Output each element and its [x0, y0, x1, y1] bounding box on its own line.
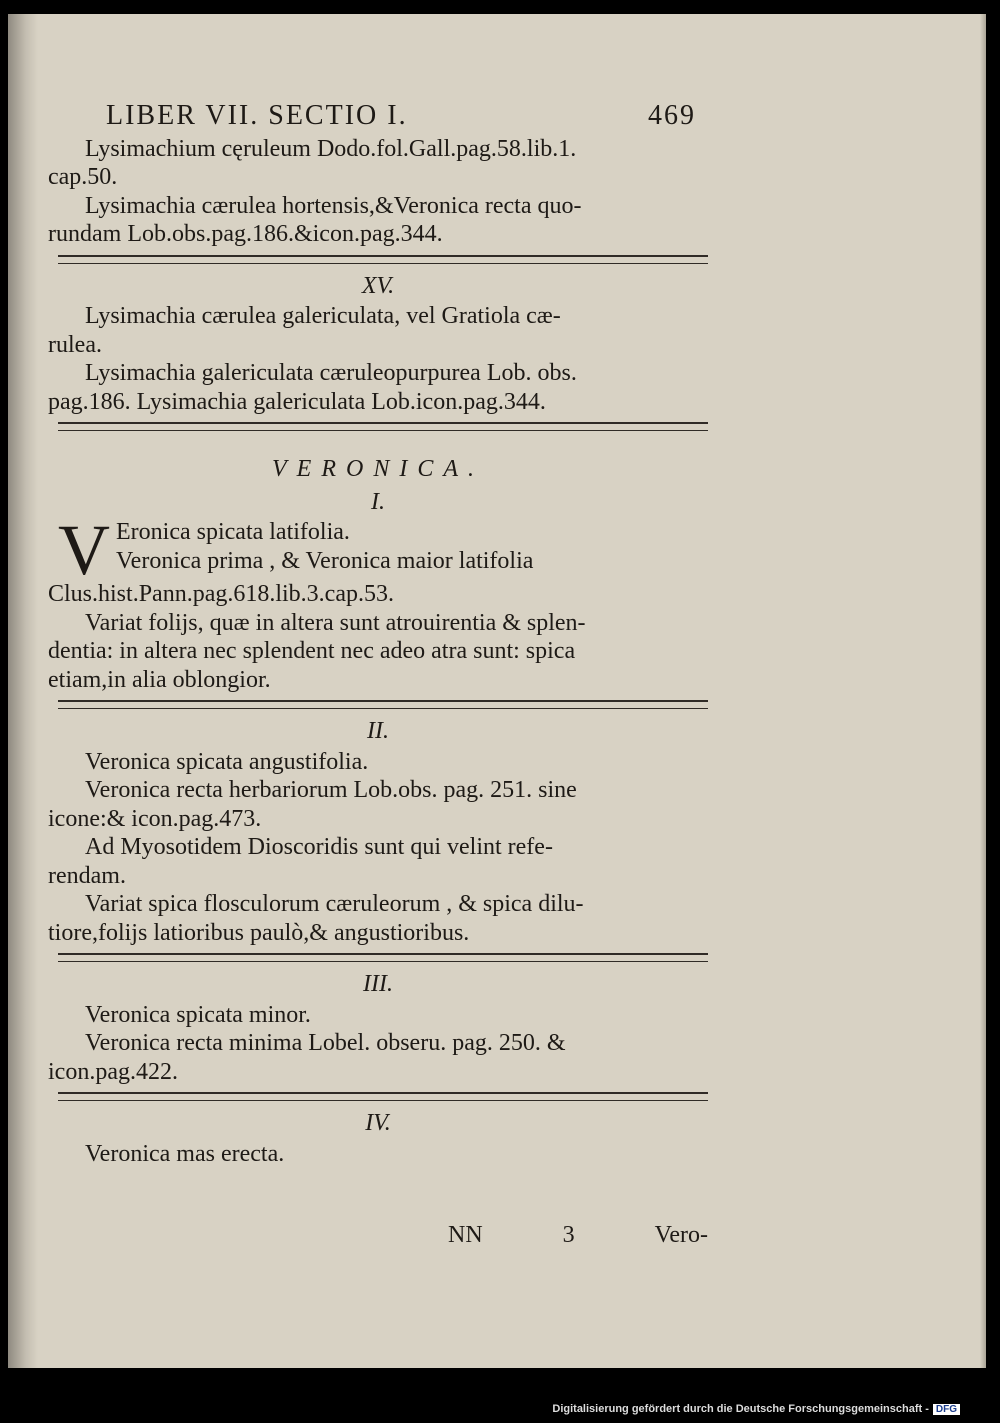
text-line: Variat folijs, quæ in altera sunt atrouirentia & splen- — [85, 609, 586, 636]
text-line: Veronica spicata angustifolia. — [85, 748, 369, 775]
divider-rule — [58, 700, 708, 709]
text-line: rulea. — [48, 331, 102, 358]
book-page — [8, 14, 986, 1368]
text-column — [48, 102, 708, 1168]
credit-text: Digitalisierung gefördert durch die Deutsche Forschungsgemeinschaft - — [552, 1403, 929, 1415]
signature-mark: NN — [448, 1222, 483, 1248]
entry-body — [48, 510, 708, 694]
text-line: rundam Lob.obs.pag.186.&icon.pag.344. — [48, 221, 443, 247]
section-title: VERONICA. — [272, 456, 484, 482]
divider-rule — [58, 953, 708, 962]
catchword: Vero- — [654, 1222, 708, 1248]
text-line: Eronica spicata latifolia. — [116, 519, 350, 545]
text-line: Veronica recta minima Lobel. obseru. pag. 250. & — [85, 1030, 566, 1056]
text-line: Variat spica flosculorum cæruleorum , & spica dilu- — [85, 891, 584, 917]
text-line: icone:& icon.pag.473. — [48, 805, 262, 832]
text-line: Ad Myosotidem Dioscoridis sunt qui velint refe- — [85, 834, 553, 860]
signature-number: 3 — [562, 1222, 575, 1248]
divider-rule — [58, 255, 708, 264]
text-line: Lysimachia cærulea galericulata, vel Gratiola cæ- — [85, 303, 561, 329]
drop-cap: V — [58, 510, 110, 590]
entry-number: IV. — [365, 1110, 391, 1136]
entry-number: II. — [367, 718, 389, 744]
entry-number: XV. — [361, 272, 395, 299]
text-line: rendam. — [48, 862, 126, 889]
page-number: 469 — [648, 100, 696, 131]
text-line: Veronica prima , & Veronica maior latifolia — [116, 547, 534, 574]
page-right-edge — [980, 14, 986, 1368]
text-line: Veronica recta herbariorum Lob.obs. pag. 251. sine — [85, 777, 577, 803]
running-title: LIBER VII. SECTIO I. — [106, 100, 408, 131]
entry-number: I. — [371, 488, 385, 515]
text-line: cap.50. — [48, 164, 118, 190]
divider-rule — [58, 1092, 708, 1101]
page-footer — [448, 1222, 708, 1249]
text-line: tiore,folijs latioribus paulò,& angustioribus. — [48, 919, 470, 946]
text-line: Lysimachium cęruleum Dodo.fol.Gall.pag.58.lib.1. — [85, 135, 577, 162]
text-line: Lysimachia galericulata cæruleopurpurea Lob. obs. — [85, 360, 577, 386]
running-header — [106, 102, 708, 131]
text-line: icon.pag.422. — [48, 1058, 178, 1085]
text-line: etiam,in alia oblongior. — [48, 666, 271, 693]
text-line: Lysimachia cærulea hortensis,&Veronica recta quo- — [85, 192, 582, 219]
dfg-logo: DFG — [933, 1404, 960, 1415]
text-line: pag.186. Lysimachia galericulata Lob.icon.pag.344. — [48, 388, 546, 415]
divider-rule — [58, 422, 708, 431]
text-line: dentia: in altera nec splendent nec adeo atra sunt: spica — [48, 638, 576, 664]
digitization-credit — [552, 1403, 960, 1415]
entry-number: III. — [363, 971, 393, 997]
text-line: Clus.hist.Pann.pag.618.lib.3.cap.53. — [48, 581, 394, 607]
page-binding-edge — [8, 14, 38, 1368]
text-line: Veronica mas erecta. — [85, 1140, 285, 1167]
text-line: Veronica spicata minor. — [85, 1001, 311, 1028]
